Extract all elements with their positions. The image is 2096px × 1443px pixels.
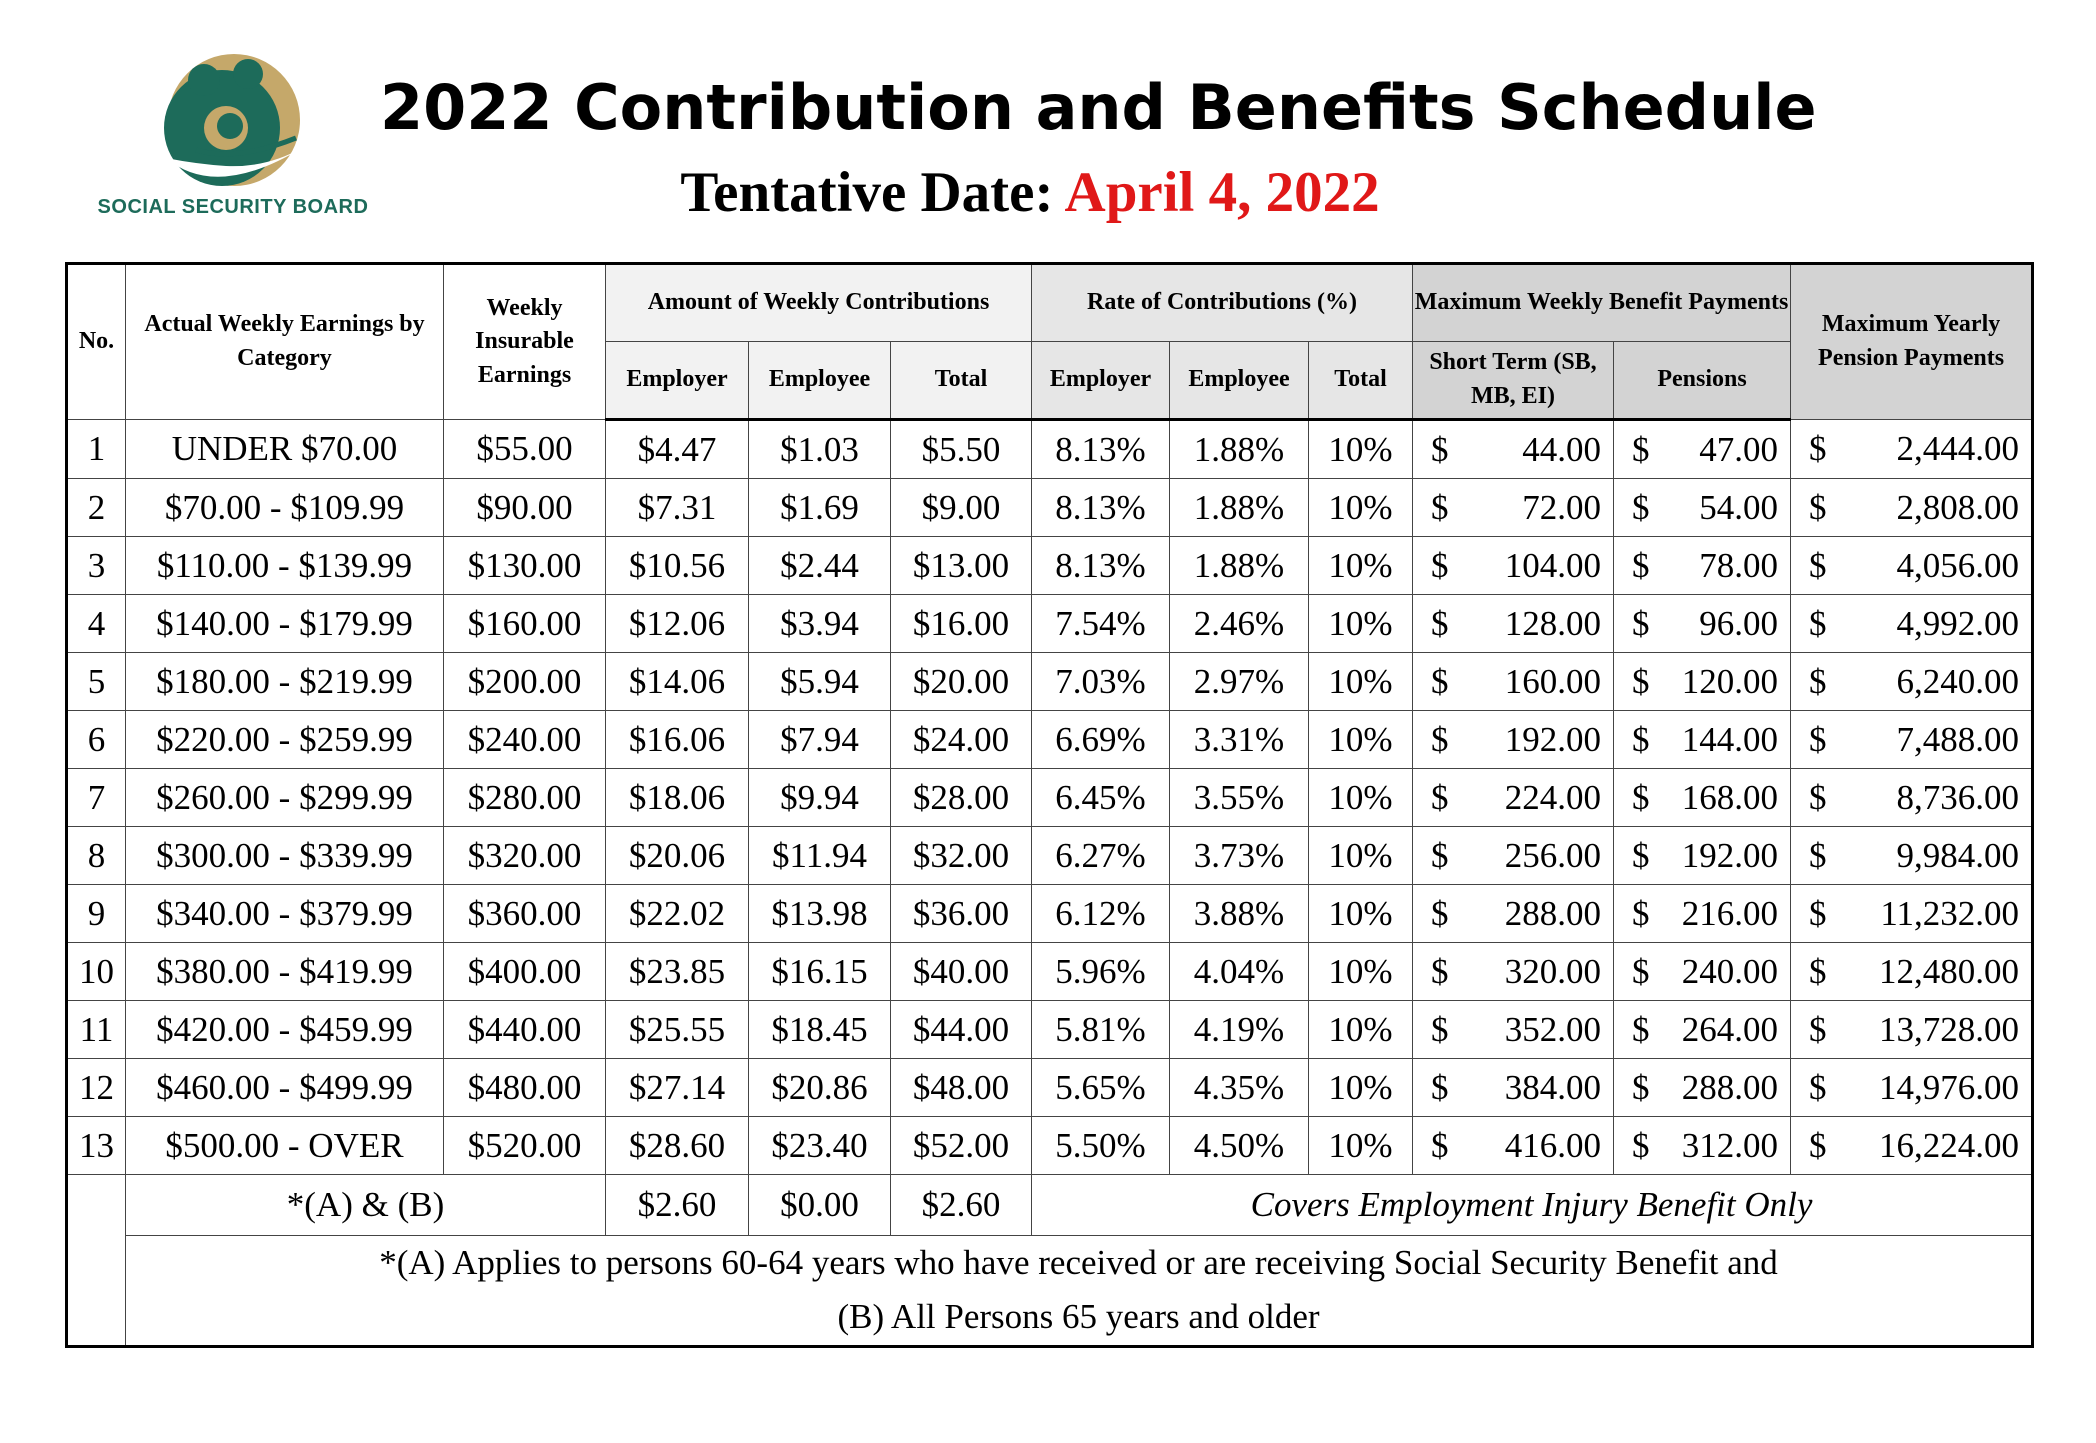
currency-symbol: $ [1431, 603, 1449, 643]
tentative-date-label: Tentative Date: [680, 161, 1054, 224]
cell-pension-benefit [1614, 1001, 1791, 1059]
cell-short-term-benefit-value: 44.00 [1522, 429, 1602, 469]
cell-contrib-employee: $20.86 [749, 1059, 891, 1117]
cell-no: 6 [67, 711, 126, 769]
cell-yearly-pension [1791, 1059, 2033, 1117]
cell-yearly-pension [1791, 827, 2033, 885]
cell-insurable-earnings: $520.00 [444, 1117, 606, 1175]
cell-short-term-benefit-value: 224.00 [1504, 777, 1602, 817]
cell-pension-benefit [1614, 537, 1791, 595]
cell-rate-total: 10% [1309, 479, 1413, 537]
tentative-date-value: April 4, 2022 [1064, 161, 1380, 224]
special-note: Covers Employment Injury Benefit Only [1032, 1175, 2033, 1236]
currency-symbol: $ [1431, 893, 1449, 933]
cell-contrib-employee: $1.03 [749, 420, 891, 479]
currency-symbol: $ [1809, 1125, 1827, 1165]
cell-contrib-total: $44.00 [891, 1001, 1032, 1059]
special-row [67, 1175, 2033, 1236]
cell-contrib-total: $9.00 [891, 479, 1032, 537]
cell-contrib-employee: $9.94 [749, 769, 891, 827]
cell-pension-benefit-value: 96.00 [1699, 603, 1779, 643]
currency-symbol: $ [1431, 777, 1449, 817]
cell-actual-earnings: $380.00 - $419.99 [126, 943, 444, 1001]
cell-rate-employee: 4.19% [1170, 1001, 1309, 1059]
cell-short-term-benefit-value: 416.00 [1504, 1125, 1602, 1165]
header-amount-employer: Employer [606, 342, 749, 420]
cell-pension-benefit [1614, 769, 1791, 827]
cell-rate-employer: 8.13% [1032, 420, 1170, 479]
cell-insurable-earnings: $280.00 [444, 769, 606, 827]
cell-pension-benefit-value: 240.00 [1681, 951, 1779, 991]
cell-yearly-pension-value: 2,444.00 [1896, 429, 2020, 468]
header-benefit-group: Maximum Weekly Benefit Payments [1413, 264, 1791, 342]
cell-contrib-employer: $12.06 [606, 595, 749, 653]
currency-symbol: $ [1809, 545, 1827, 585]
currency-symbol: $ [1809, 719, 1827, 759]
cell-rate-employer: 6.12% [1032, 885, 1170, 943]
cell-pension-benefit [1614, 1117, 1791, 1175]
cell-rate-employer: 7.03% [1032, 653, 1170, 711]
cell-short-term-benefit-value: 192.00 [1504, 719, 1602, 759]
cell-contrib-employer: $23.85 [606, 943, 749, 1001]
cell-short-term-benefit [1413, 711, 1614, 769]
cell-pension-benefit-value: 54.00 [1699, 487, 1779, 527]
cell-pension-benefit-value: 120.00 [1681, 661, 1779, 701]
currency-symbol: $ [1632, 835, 1650, 875]
cell-contrib-employer: $7.31 [606, 479, 749, 537]
cell-short-term-benefit-value: 288.00 [1504, 893, 1602, 933]
header-short-term: Short Term (SB, MB, EI) [1413, 342, 1614, 420]
cell-pension-benefit-value: 264.00 [1681, 1009, 1779, 1049]
header-pensions: Pensions [1614, 342, 1791, 420]
cell-no: 5 [67, 653, 126, 711]
currency-symbol: $ [1809, 603, 1827, 643]
cell-short-term-benefit [1413, 1117, 1614, 1175]
cell-contrib-employee: $3.94 [749, 595, 891, 653]
cell-pension-benefit [1614, 420, 1791, 479]
cell-short-term-benefit [1413, 885, 1614, 943]
cell-rate-total: 10% [1309, 885, 1413, 943]
cell-yearly-pension [1791, 420, 2033, 479]
cell-yearly-pension-value: 13,728.00 [1879, 1009, 2020, 1049]
cell-insurable-earnings: $55.00 [444, 420, 606, 479]
cell-contrib-employee: $11.94 [749, 827, 891, 885]
table-row [67, 1117, 2033, 1175]
cell-contrib-employer: $16.06 [606, 711, 749, 769]
cell-insurable-earnings: $480.00 [444, 1059, 606, 1117]
cell-rate-employer: 8.13% [1032, 537, 1170, 595]
cell-actual-earnings: $220.00 - $259.99 [126, 711, 444, 769]
cell-yearly-pension [1791, 885, 2033, 943]
header-yearly-pension: Maximum Yearly Pension Payments [1791, 264, 2033, 420]
cell-pension-benefit-value: 168.00 [1681, 777, 1779, 817]
currency-symbol: $ [1809, 777, 1827, 817]
cell-yearly-pension [1791, 479, 2033, 537]
cell-actual-earnings: $340.00 - $379.99 [126, 885, 444, 943]
cell-yearly-pension [1791, 943, 2033, 1001]
cell-contrib-employee: $13.98 [749, 885, 891, 943]
cell-rate-total: 10% [1309, 653, 1413, 711]
cell-contrib-total: $16.00 [891, 595, 1032, 653]
cell-yearly-pension-value: 16,224.00 [1879, 1125, 2020, 1165]
cell-actual-earnings: $300.00 - $339.99 [126, 827, 444, 885]
cell-contrib-total: $5.50 [891, 420, 1032, 479]
cell-contrib-employer: $27.14 [606, 1059, 749, 1117]
currency-symbol: $ [1632, 893, 1650, 933]
cell-insurable-earnings: $130.00 [444, 537, 606, 595]
currency-symbol: $ [1809, 487, 1827, 527]
cell-pension-benefit [1614, 479, 1791, 537]
cell-short-term-benefit [1413, 479, 1614, 537]
cell-short-term-benefit-value: 352.00 [1504, 1009, 1602, 1049]
family-hands-logo-icon [156, 50, 306, 190]
table-row [67, 595, 2033, 653]
cell-rate-employee: 4.50% [1170, 1117, 1309, 1175]
cell-rate-employee: 3.73% [1170, 827, 1309, 885]
cell-contrib-employer: $14.06 [606, 653, 749, 711]
cell-rate-employee: 2.46% [1170, 595, 1309, 653]
table-row [67, 479, 2033, 537]
cell-contrib-total: $28.00 [891, 769, 1032, 827]
currency-symbol: $ [1809, 893, 1827, 933]
cell-no: 13 [67, 1117, 126, 1175]
cell-contrib-total: $52.00 [891, 1117, 1032, 1175]
cell-yearly-pension-value: 14,976.00 [1879, 1067, 2020, 1107]
cell-insurable-earnings: $160.00 [444, 595, 606, 653]
footnote-line-1: *(A) Applies to persons 60-64 years who have received or are receiving Social Security Benefit and [379, 1243, 1778, 1282]
header-insurable-earnings: Weekly Insurable Earnings [444, 264, 606, 420]
currency-symbol: $ [1632, 487, 1650, 527]
cell-rate-total: 10% [1309, 769, 1413, 827]
currency-symbol: $ [1431, 661, 1449, 701]
special-employer: $2.60 [606, 1175, 749, 1236]
cell-contrib-total: $13.00 [891, 537, 1032, 595]
cell-contrib-total: $40.00 [891, 943, 1032, 1001]
currency-symbol: $ [1632, 661, 1650, 701]
cell-no: 3 [67, 537, 126, 595]
cell-short-term-benefit-value: 320.00 [1504, 951, 1602, 991]
cell-rate-total: 10% [1309, 943, 1413, 1001]
cell-rate-employee: 1.88% [1170, 420, 1309, 479]
cell-no: 8 [67, 827, 126, 885]
table-row [67, 769, 2033, 827]
currency-symbol: $ [1809, 951, 1827, 991]
cell-rate-employer: 8.13% [1032, 479, 1170, 537]
cell-short-term-benefit-value: 256.00 [1504, 835, 1602, 875]
cell-short-term-benefit [1413, 595, 1614, 653]
cell-no: 2 [67, 479, 126, 537]
table-row [67, 943, 2033, 1001]
schedule-table [65, 262, 2034, 1348]
cell-actual-earnings: $260.00 - $299.99 [126, 769, 444, 827]
cell-insurable-earnings: $200.00 [444, 653, 606, 711]
logo-text: SOCIAL SECURITY BOARD [97, 196, 369, 218]
currency-symbol: $ [1431, 719, 1449, 759]
special-label: *(A) & (B) [126, 1175, 606, 1236]
cell-yearly-pension-value: 12,480.00 [1879, 951, 2020, 991]
cell-pension-benefit [1614, 885, 1791, 943]
currency-symbol: $ [1809, 1009, 1827, 1049]
cell-rate-employee: 3.55% [1170, 769, 1309, 827]
currency-symbol: $ [1431, 429, 1449, 469]
cell-pension-benefit [1614, 1059, 1791, 1117]
currency-symbol: $ [1431, 951, 1449, 991]
cell-rate-total: 10% [1309, 595, 1413, 653]
cell-yearly-pension [1791, 653, 2033, 711]
currency-symbol: $ [1632, 1067, 1650, 1107]
cell-actual-earnings: $140.00 - $179.99 [126, 595, 444, 653]
header-actual-earnings: Actual Weekly Earnings by Category [126, 264, 444, 420]
footnote-row [67, 1236, 2033, 1347]
cell-short-term-benefit [1413, 420, 1614, 479]
cell-contrib-employer: $22.02 [606, 885, 749, 943]
table-row [67, 711, 2033, 769]
cell-contrib-employee: $1.69 [749, 479, 891, 537]
cell-rate-total: 10% [1309, 1117, 1413, 1175]
cell-insurable-earnings: $400.00 [444, 943, 606, 1001]
cell-yearly-pension [1791, 595, 2033, 653]
cell-short-term-benefit [1413, 1059, 1614, 1117]
cell-rate-employer: 5.65% [1032, 1059, 1170, 1117]
header-rate-group: Rate of Contributions (%) [1032, 264, 1413, 342]
currency-symbol: $ [1809, 835, 1827, 875]
cell-pension-benefit [1614, 595, 1791, 653]
special-no-cell [67, 1175, 126, 1347]
cell-insurable-earnings: $90.00 [444, 479, 606, 537]
cell-insurable-earnings: $440.00 [444, 1001, 606, 1059]
cell-short-term-benefit-value: 104.00 [1504, 545, 1602, 585]
cell-contrib-employee: $5.94 [749, 653, 891, 711]
currency-symbol: $ [1809, 1067, 1827, 1107]
cell-contrib-employer: $4.47 [606, 420, 749, 479]
cell-no: 12 [67, 1059, 126, 1117]
header-rate-total: Total [1309, 342, 1413, 420]
cell-short-term-benefit [1413, 943, 1614, 1001]
cell-rate-total: 10% [1309, 711, 1413, 769]
currency-symbol: $ [1431, 1009, 1449, 1049]
cell-yearly-pension [1791, 711, 2033, 769]
footnote [126, 1236, 2033, 1347]
cell-short-term-benefit [1413, 653, 1614, 711]
cell-rate-total: 10% [1309, 1059, 1413, 1117]
currency-symbol: $ [1632, 951, 1650, 991]
cell-insurable-earnings: $360.00 [444, 885, 606, 943]
cell-insurable-earnings: $240.00 [444, 711, 606, 769]
cell-rate-employee: 4.35% [1170, 1059, 1309, 1117]
cell-contrib-employer: $18.06 [606, 769, 749, 827]
cell-yearly-pension-value: 7,488.00 [1896, 719, 2020, 759]
cell-pension-benefit-value: 192.00 [1681, 835, 1779, 875]
currency-symbol: $ [1632, 719, 1650, 759]
table-row [67, 827, 2033, 885]
cell-rate-employer: 5.81% [1032, 1001, 1170, 1059]
special-total: $2.60 [891, 1175, 1032, 1236]
cell-short-term-benefit-value: 384.00 [1504, 1067, 1602, 1107]
cell-rate-total: 10% [1309, 420, 1413, 479]
cell-pension-benefit-value: 216.00 [1681, 893, 1779, 933]
cell-no: 1 [67, 420, 126, 479]
cell-actual-earnings: $420.00 - $459.99 [126, 1001, 444, 1059]
cell-rate-total: 10% [1309, 537, 1413, 595]
cell-rate-employer: 5.96% [1032, 943, 1170, 1001]
cell-contrib-employer: $20.06 [606, 827, 749, 885]
cell-pension-benefit-value: 47.00 [1699, 429, 1779, 469]
currency-symbol: $ [1809, 661, 1827, 701]
cell-rate-employee: 3.88% [1170, 885, 1309, 943]
cell-actual-earnings: $460.00 - $499.99 [126, 1059, 444, 1117]
table-row [67, 420, 2033, 479]
page-title: 2022 Contribution and Benefits Schedule [380, 71, 1817, 144]
cell-pension-benefit-value: 144.00 [1681, 719, 1779, 759]
cell-contrib-total: $24.00 [891, 711, 1032, 769]
cell-contrib-employee: $2.44 [749, 537, 891, 595]
cell-contrib-employer: $25.55 [606, 1001, 749, 1059]
cell-no: 11 [67, 1001, 126, 1059]
cell-pension-benefit [1614, 827, 1791, 885]
cell-actual-earnings: $180.00 - $219.99 [126, 653, 444, 711]
currency-symbol: $ [1431, 545, 1449, 585]
cell-short-term-benefit [1413, 1001, 1614, 1059]
cell-contrib-employee: $16.15 [749, 943, 891, 1001]
special-employee: $0.00 [749, 1175, 891, 1236]
cell-yearly-pension-value: 6,240.00 [1896, 661, 2020, 701]
cell-no: 10 [67, 943, 126, 1001]
cell-yearly-pension [1791, 537, 2033, 595]
currency-symbol: $ [1632, 603, 1650, 643]
cell-yearly-pension-value: 2,808.00 [1896, 487, 2020, 527]
cell-short-term-benefit [1413, 537, 1614, 595]
cell-yearly-pension-value: 4,056.00 [1896, 545, 2020, 585]
cell-short-term-benefit-value: 160.00 [1504, 661, 1602, 701]
currency-symbol: $ [1632, 1009, 1650, 1049]
cell-yearly-pension [1791, 1001, 2033, 1059]
cell-yearly-pension-value: 9,984.00 [1896, 835, 2020, 875]
cell-actual-earnings: UNDER $70.00 [126, 420, 444, 479]
cell-contrib-total: $32.00 [891, 827, 1032, 885]
cell-pension-benefit-value: 78.00 [1699, 545, 1779, 585]
page-subtitle [380, 160, 1680, 226]
cell-yearly-pension-value: 11,232.00 [1880, 893, 2020, 933]
cell-short-term-benefit-value: 72.00 [1522, 487, 1602, 527]
cell-yearly-pension [1791, 1117, 2033, 1175]
cell-yearly-pension-value: 8,736.00 [1896, 777, 2020, 817]
cell-no: 4 [67, 595, 126, 653]
cell-rate-employer: 6.45% [1032, 769, 1170, 827]
currency-symbol: $ [1431, 487, 1449, 527]
cell-pension-benefit [1614, 943, 1791, 1001]
cell-rate-employee: 3.31% [1170, 711, 1309, 769]
cell-actual-earnings: $500.00 - OVER [126, 1117, 444, 1175]
cell-short-term-benefit [1413, 827, 1614, 885]
currency-symbol: $ [1431, 835, 1449, 875]
cell-rate-total: 10% [1309, 827, 1413, 885]
cell-contrib-employee: $18.45 [749, 1001, 891, 1059]
currency-symbol: $ [1431, 1125, 1449, 1165]
cell-rate-employee: 1.88% [1170, 537, 1309, 595]
table-row [67, 653, 2033, 711]
cell-short-term-benefit-value: 128.00 [1504, 603, 1602, 643]
cell-pension-benefit [1614, 653, 1791, 711]
cell-pension-benefit [1614, 711, 1791, 769]
cell-insurable-earnings: $320.00 [444, 827, 606, 885]
cell-yearly-pension-value: 4,992.00 [1896, 603, 2020, 643]
cell-short-term-benefit [1413, 769, 1614, 827]
cell-no: 9 [67, 885, 126, 943]
cell-rate-employee: 1.88% [1170, 479, 1309, 537]
cell-rate-total: 10% [1309, 1001, 1413, 1059]
cell-rate-employer: 6.69% [1032, 711, 1170, 769]
logo [78, 50, 388, 220]
cell-contrib-employee: $7.94 [749, 711, 891, 769]
currency-symbol: $ [1632, 429, 1650, 469]
currency-symbol: $ [1809, 429, 1827, 468]
schedule-rows [67, 420, 2033, 1175]
currency-symbol: $ [1632, 545, 1650, 585]
currency-symbol: $ [1431, 1067, 1449, 1107]
cell-no: 7 [67, 769, 126, 827]
footnote-line-2: (B) All Persons 65 years and older [837, 1297, 1320, 1337]
header-amount-total: Total [891, 342, 1032, 420]
cell-yearly-pension [1791, 769, 2033, 827]
cell-contrib-employer: $28.60 [606, 1117, 749, 1175]
cell-rate-employer: 7.54% [1032, 595, 1170, 653]
header-rate-employer: Employer [1032, 342, 1170, 420]
table-row [67, 537, 2033, 595]
cell-pension-benefit-value: 288.00 [1681, 1067, 1779, 1107]
cell-rate-employer: 6.27% [1032, 827, 1170, 885]
table-row [67, 1059, 2033, 1117]
cell-rate-employee: 4.04% [1170, 943, 1309, 1001]
cell-rate-employee: 2.97% [1170, 653, 1309, 711]
table-row [67, 885, 2033, 943]
header-no: No. [67, 264, 126, 420]
cell-rate-employer: 5.50% [1032, 1117, 1170, 1175]
cell-contrib-total: $36.00 [891, 885, 1032, 943]
cell-pension-benefit-value: 312.00 [1681, 1125, 1779, 1165]
cell-actual-earnings: $110.00 - $139.99 [126, 537, 444, 595]
cell-contrib-employer: $10.56 [606, 537, 749, 595]
header-amount-employee: Employee [749, 342, 891, 420]
cell-actual-earnings: $70.00 - $109.99 [126, 479, 444, 537]
currency-symbol: $ [1632, 777, 1650, 817]
header-rate-employee: Employee [1170, 342, 1309, 420]
currency-symbol: $ [1632, 1125, 1650, 1165]
cell-contrib-employee: $23.40 [749, 1117, 891, 1175]
cell-contrib-total: $20.00 [891, 653, 1032, 711]
cell-contrib-total: $48.00 [891, 1059, 1032, 1117]
table-row [67, 1001, 2033, 1059]
header-amount-group: Amount of Weekly Contributions [606, 264, 1032, 342]
